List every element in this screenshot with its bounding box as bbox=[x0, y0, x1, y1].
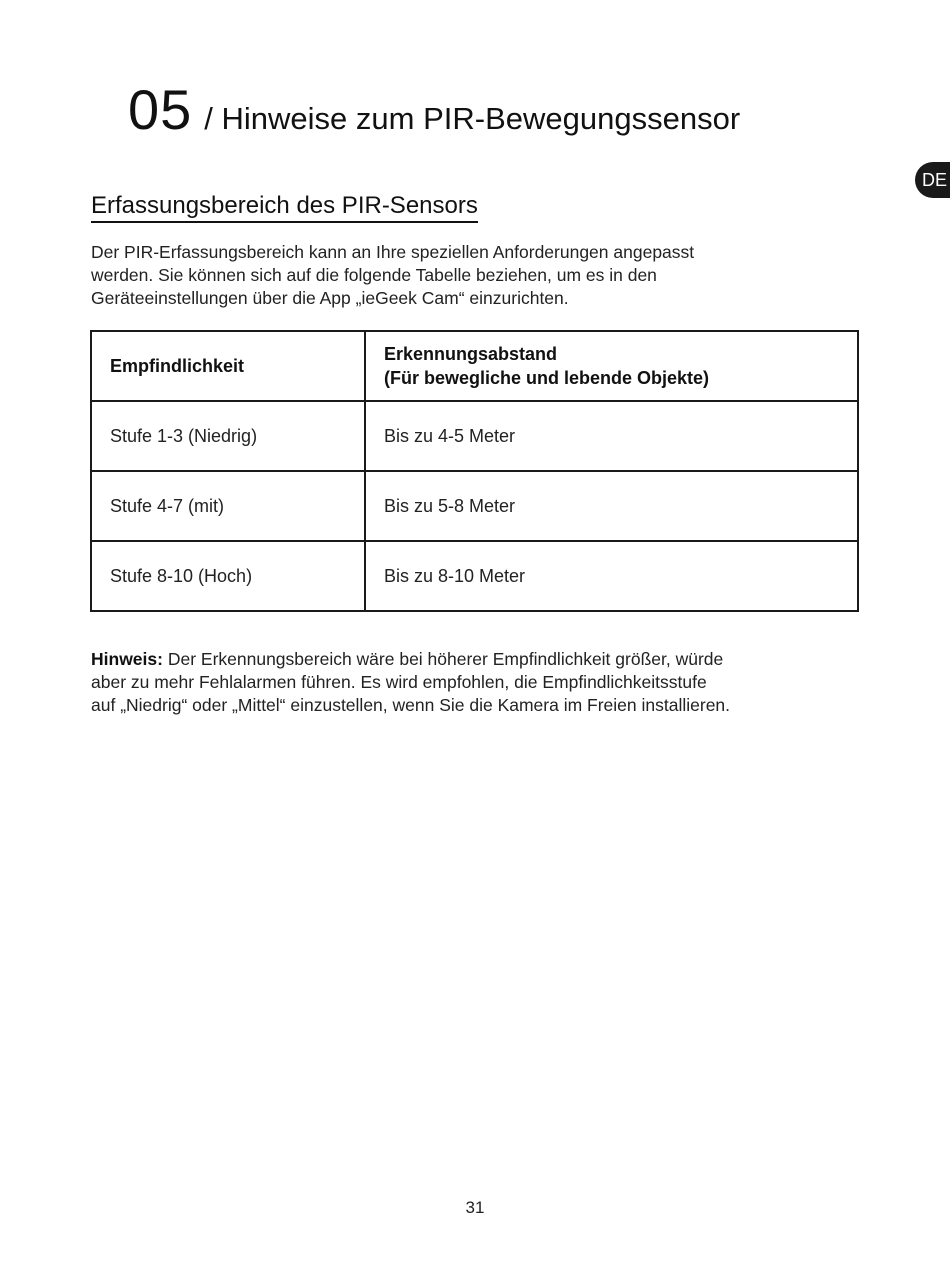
cell-sensitivity: Stufe 1-3 (Niedrig) bbox=[91, 401, 365, 471]
table-row bbox=[91, 541, 858, 611]
header-distance-title: Erkennungsabstand bbox=[384, 344, 558, 364]
header-distance-subtitle: (Für bewegliche und lebende Objekte) bbox=[384, 368, 710, 388]
chapter-title: / Hinweise zum PIR-Bewegungssensor bbox=[204, 101, 741, 136]
note-line: auf „Niedrig“ oder „Mittel“ einzustellen, wenn Sie die Kamera im Freien installieren. bbox=[91, 695, 731, 715]
cell-distance: Bis zu 5-8 Meter bbox=[365, 471, 858, 541]
cell-distance: Bis zu 4-5 Meter bbox=[365, 401, 858, 471]
page-number: 31 bbox=[465, 1198, 485, 1217]
cell-sensitivity: Stufe 8-10 (Hoch) bbox=[91, 541, 365, 611]
note-text: Der Erkennungsbereich wäre bei höherer Empfindlichkeit größer, würde bbox=[162, 649, 724, 669]
chapter-number: 05 bbox=[128, 78, 193, 141]
note-line bbox=[91, 648, 861, 671]
header-distance bbox=[365, 331, 858, 401]
table-header-row bbox=[91, 331, 858, 401]
language-tab: DE bbox=[915, 162, 950, 198]
sensitivity-table bbox=[90, 330, 859, 612]
intro-paragraph bbox=[91, 241, 861, 310]
intro-line: Der PIR-Erfassungsbereich kann an Ihre speziellen Anforderungen angepasst bbox=[91, 242, 695, 262]
note-line: aber zu mehr Fehlalarmen führen. Es wird empfohlen, die Empfindlichkeitsstufe bbox=[91, 672, 707, 692]
cell-sensitivity: Stufe 4-7 (mit) bbox=[91, 471, 365, 541]
chapter-heading bbox=[128, 78, 741, 141]
intro-line: Geräteeinstellungen über die App „ieGeek Cam“ einzurichten. bbox=[91, 288, 569, 308]
header-sensitivity: Empfindlichkeit bbox=[91, 331, 365, 401]
section-title: Erfassungsbereich des PIR-Sensors bbox=[91, 192, 478, 223]
note-paragraph bbox=[91, 648, 861, 717]
cell-distance: Bis zu 8-10 Meter bbox=[365, 541, 858, 611]
table-row bbox=[91, 471, 858, 541]
note-label: Hinweis: bbox=[91, 649, 163, 669]
table-row bbox=[91, 401, 858, 471]
intro-line: werden. Sie können sich auf die folgende Tabelle beziehen, um es in den bbox=[91, 265, 657, 285]
